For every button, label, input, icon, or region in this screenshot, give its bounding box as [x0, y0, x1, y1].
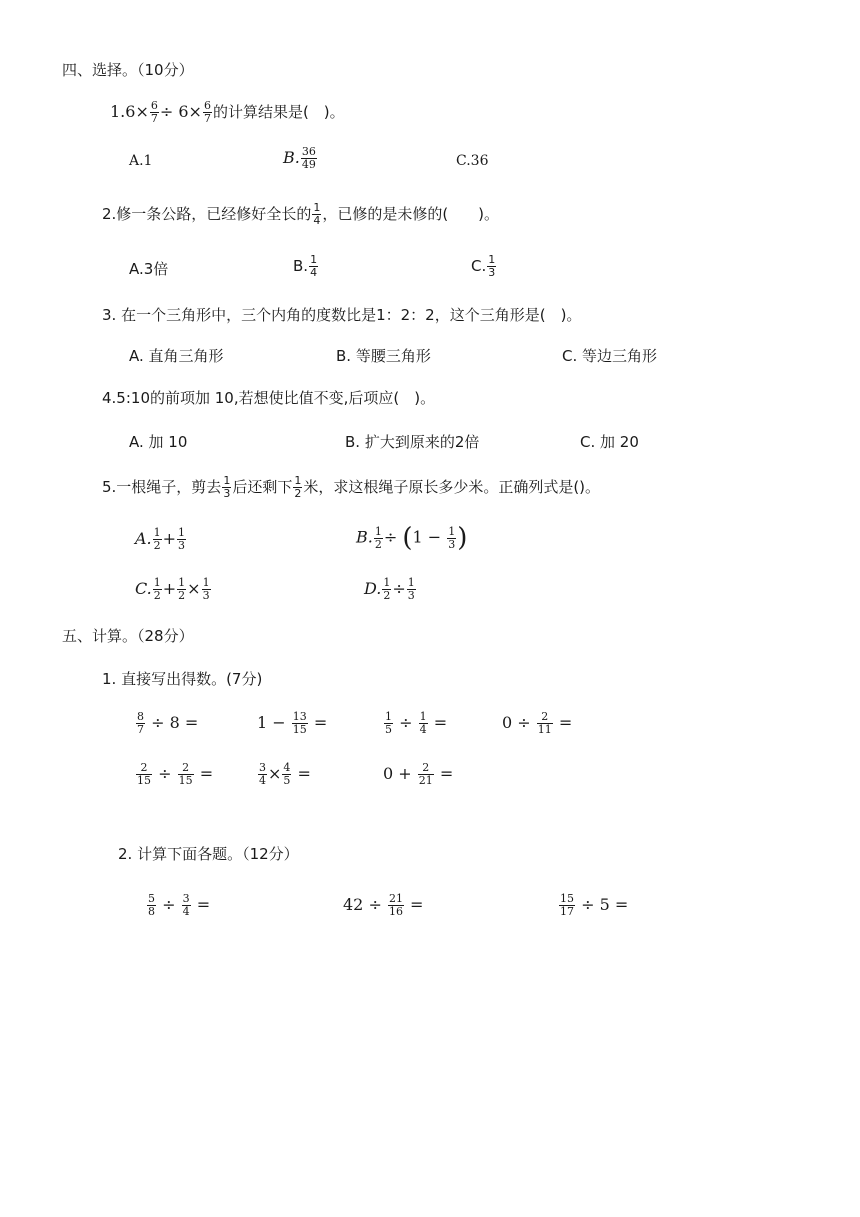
part-2-title: 2. 计算下面各题。（12分） — [118, 845, 299, 863]
calc-item: 0 ÷ $\frac{2}{11}$ = — [502, 710, 573, 736]
fraction: $\frac{1}{4}$ — [313, 201, 321, 227]
q4-option-c: C. 加 20 — [580, 433, 639, 451]
calc-item: $\frac{8}{7}$ ÷ 8 = — [137, 710, 199, 736]
q1-option-b: B. $\frac{36}{49}$ — [283, 145, 316, 171]
part-1-title: 1. 直接写出得数。(7分) — [102, 670, 263, 688]
calc-item: 1 − $\frac{13}{15}$ = — [257, 710, 328, 736]
section-4-title: 四、选择。（10分） — [62, 61, 194, 79]
q4-option-b: B. 扩大到原来的2倍 — [345, 433, 480, 451]
q2-option-a: A.3倍 — [129, 260, 169, 278]
fraction: $\frac{1}{3}$ — [223, 474, 231, 500]
q3-option-a: A. 直角三角形 — [129, 347, 224, 365]
q5-option-d: D. $\frac{1}{2}$ ÷ $\frac{1}{3}$ — [364, 576, 415, 602]
calc-item: 42 ÷ $\frac{21}{16}$ = — [343, 892, 424, 918]
question-1-stem: 1.6× $\frac{6}{7}$ ÷ 6× $\frac{6}{7}$ 的计算结果是( )。 — [110, 99, 345, 125]
calc-item: $\frac{15}{17}$ ÷ 5 = — [560, 892, 629, 918]
fraction: $\frac{1}{2}$ — [294, 474, 302, 500]
q2-option-b: B. $\frac{1}{4}$ — [293, 253, 318, 279]
q1-option-c: C.36 — [456, 153, 489, 169]
question-2-stem: 2.修一条公路，已经修好全长的 $\frac{1}{4}$ ，已修的是未修的( )。 — [102, 201, 500, 227]
question-5-stem: 5.一根绳子，剪去 $\frac{1}{3}$ 后还剩下 $\frac{1}{2}$ 米，求这根绳子原长多少米。正确列式是()。 — [102, 474, 601, 500]
q5-option-b: B. $\frac{1}{2}$ ÷ (1 − $\frac{1}{3}$ ) — [356, 523, 468, 553]
q4-option-a: A. 加 10 — [129, 433, 188, 451]
q3-option-b: B. 等腰三角形 — [336, 347, 431, 365]
calc-item: $\frac{3}{4}$ × $\frac{4}{5}$ = — [259, 761, 311, 787]
calc-item: 0 + $\frac{2}{21}$ = — [383, 761, 454, 787]
question-3-stem: 3. 在一个三角形中，三个内角的度数比是1：2：2，这个三角形是( )。 — [102, 306, 582, 324]
q2-option-c: C. $\frac{1}{3}$ — [471, 253, 496, 279]
calc-item: $\frac{1}{5}$ ÷ $\frac{1}{4}$ = — [385, 710, 448, 736]
fraction: $\frac{6}{7}$ — [203, 99, 211, 125]
fraction: $\frac{6}{7}$ — [150, 99, 158, 125]
question-4-stem: 4.5:10的前项加 10,若想使比值不变,后项应( )。 — [102, 389, 436, 407]
q1-option-a: A.1 — [129, 153, 153, 169]
q5-option-c: C. $\frac{1}{2}$ + $\frac{1}{2}$ × $\frac{1}{3}$ — [135, 576, 210, 602]
calc-item: $\frac{2}{15}$ ÷ $\frac{2}{15}$ = — [137, 761, 214, 787]
q5-option-a: A. $\frac{1}{2}$ + $\frac{1}{3}$ — [135, 526, 186, 552]
section-5-title: 五、计算。（28分） — [62, 627, 194, 645]
q3-option-c: C. 等边三角形 — [562, 347, 658, 365]
calc-item: $\frac{5}{8}$ ÷ $\frac{3}{4}$ = — [148, 892, 211, 918]
